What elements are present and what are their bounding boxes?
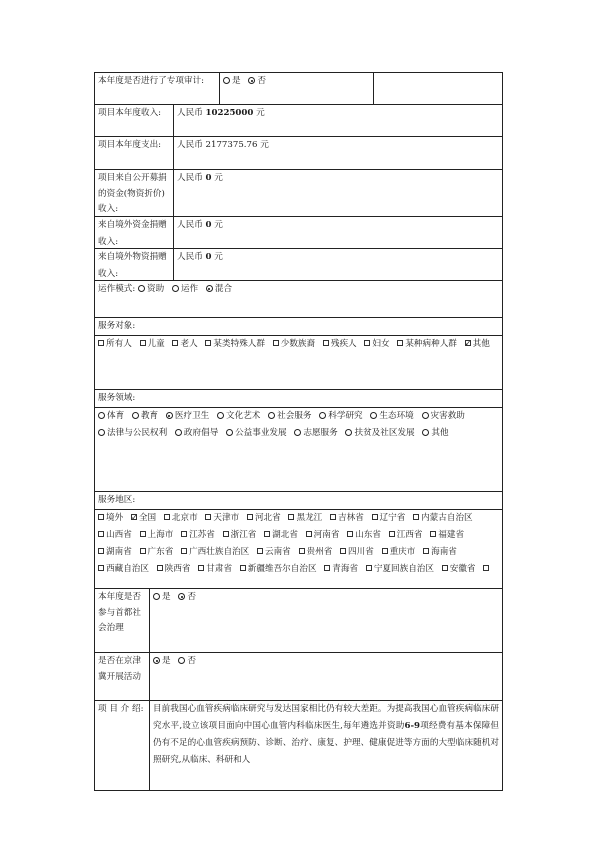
service-region-option-16[interactable]: 江西省: [389, 530, 423, 540]
service-region-option-1[interactable]: ✓ 全国: [131, 513, 156, 523]
income-value: 人民币 10225000 元: [177, 108, 265, 118]
special-audit-options: [220, 73, 374, 104]
service-target-option-7[interactable]: 某种病种人群: [397, 339, 457, 349]
service-field-row: [94, 390, 503, 492]
radio-icon: [217, 412, 224, 419]
service-field-option-13[interactable]: 其他: [422, 428, 448, 438]
service-field-option-11[interactable]: 志愿服务: [294, 428, 337, 438]
radio-icon: [422, 412, 429, 419]
service-region-option-23[interactable]: 四川省: [340, 547, 374, 557]
service-region-row: [94, 492, 503, 589]
service-region-option-6[interactable]: 吉林省: [330, 513, 364, 523]
capital-governance-row: [94, 589, 503, 653]
service-region-option-3[interactable]: 天津市: [205, 513, 239, 523]
checkbox-icon: [366, 565, 372, 571]
checkbox-icon: [423, 548, 429, 554]
capital-governance-label: 本年度是否参与首都社会治理: [95, 589, 150, 652]
service-target-option-2[interactable]: 老人: [172, 339, 197, 349]
service-target-option-3[interactable]: 某类特殊人群: [205, 339, 265, 349]
service-region-option-26[interactable]: 西藏自治区: [98, 564, 149, 574]
service-target-row: [94, 318, 503, 390]
radio-icon: [226, 429, 233, 436]
radio-icon: [268, 412, 275, 419]
service-region-option-8[interactable]: 内蒙古自治区: [413, 513, 473, 523]
public-fund-value: 人民币 0 元: [177, 173, 223, 183]
service-region-option-9[interactable]: 山西省: [98, 530, 132, 540]
checkbox-icon: [264, 531, 270, 537]
checkbox-checked-icon: [465, 340, 471, 346]
project-intro-row: [94, 701, 503, 791]
operation-mode-option-2[interactable]: 混合: [206, 284, 232, 294]
checkbox-icon: [323, 340, 329, 346]
radio-icon: [370, 412, 377, 419]
service-region-option-5[interactable]: 黑龙江: [288, 513, 322, 523]
income-label: 项目本年度收入:: [95, 105, 174, 136]
service-field-option-3[interactable]: 文化艺术: [217, 411, 260, 421]
service-region-option-4[interactable]: 河北省: [247, 513, 281, 523]
service-region-option-24[interactable]: 重庆市: [382, 547, 416, 557]
radio-icon: [345, 429, 352, 436]
foreign-fund-value: 人民币 0 元: [177, 220, 223, 230]
checkbox-icon: [288, 514, 294, 520]
capital-governance-no[interactable]: 否: [178, 592, 196, 602]
checkbox-icon: [324, 565, 330, 571]
checkbox-icon: [140, 548, 146, 554]
checkbox-icon: [98, 548, 104, 554]
checkbox-icon: [157, 565, 163, 571]
service-region-option-15[interactable]: 山东省: [347, 530, 381, 540]
checkbox-icon: [98, 340, 104, 346]
radio-icon: [422, 429, 429, 436]
checkbox-icon: [273, 340, 279, 346]
jingjinji-no[interactable]: 否: [178, 656, 196, 666]
radio-icon: [178, 657, 185, 664]
service-field-option-1[interactable]: 教育: [132, 411, 158, 421]
expense-row: [94, 137, 503, 170]
service-region-option-2[interactable]: 北京市: [164, 513, 198, 523]
service-region-option-0[interactable]: 境外: [98, 513, 123, 523]
radio-selected-icon: [153, 657, 160, 664]
service-target-option-8[interactable]: ✓ 其他: [465, 339, 490, 349]
checkbox-icon[interactable]: [483, 565, 489, 571]
service-field-option-12[interactable]: 扶贫及社区发展: [345, 428, 414, 438]
checkbox-icon: [340, 548, 346, 554]
checkbox-icon: [205, 514, 211, 520]
checkbox-icon: [198, 565, 204, 571]
public-fund-label: 项目来自公开募捐的资金(物资折价)收入:: [95, 170, 174, 216]
operation-mode-option-0[interactable]: 资助: [138, 284, 164, 294]
service-region-option-28[interactable]: 甘肃省: [198, 564, 232, 574]
checkbox-icon: [299, 548, 305, 554]
operation-mode-row: [94, 281, 503, 318]
jingjinji-yes[interactable]: 是: [153, 656, 171, 666]
jingjinji-row: [94, 653, 503, 701]
checkbox-icon: [98, 514, 104, 520]
radio-icon: [294, 429, 301, 436]
radio-selected-icon: [166, 412, 173, 419]
checkbox-icon: [223, 531, 229, 537]
checkbox-icon: [257, 548, 263, 554]
checkbox-icon: [240, 565, 246, 571]
service-target-option-1[interactable]: 儿童: [140, 339, 165, 349]
capital-governance-yes[interactable]: 是: [153, 592, 171, 602]
income-amount: 10225000: [205, 108, 254, 118]
service-target-cell: [95, 318, 502, 389]
service-region-option-20[interactable]: 广西壮族自治区: [181, 547, 249, 557]
jingjinji-label: 是否在京津冀开展活动: [95, 653, 150, 700]
service-target-option-6[interactable]: 妇女: [364, 339, 389, 349]
radio-selected-icon: [248, 77, 255, 84]
special-audit-no[interactable]: 否: [248, 76, 266, 86]
checkbox-icon: [347, 531, 353, 537]
radio-icon: [153, 593, 160, 600]
project-intro-label: 项 目 介 绍:: [95, 701, 150, 790]
checkbox-icon: [181, 548, 187, 554]
project-intro-text: 目前我国心血管疾病临床研究与发达国家相比仍有较大差距。为提高我国心血管疾病临床研究水平,设立该项目面向中国心血管内科临床医生,每年遴选并资助6-9项经费有基本保障但仍有不足的心血管疾病预防、诊断、治疗、康复、护理、健康促进等方面的大型临床随机对照研究,从临床、科研和人: [153, 704, 499, 765]
empty-cell: [374, 73, 502, 104]
service-region-option-14[interactable]: 河南省: [306, 530, 340, 540]
service-field-option-0[interactable]: 体育: [98, 411, 124, 421]
foreign-fund-label: 来自境外资金捐赠收入:: [95, 217, 174, 248]
foreign-goods-value: 人民币 0 元: [177, 252, 223, 262]
service-field-option-2[interactable]: 医疗卫生: [166, 411, 209, 421]
radio-icon: [132, 412, 139, 419]
service-region-label: 服务地区:: [95, 492, 502, 510]
service-region-option-19[interactable]: 广东省: [140, 547, 174, 557]
service-field-label: 服务领域:: [95, 390, 502, 408]
foreign-goods-label: 来自境外物资捐赠收入:: [95, 249, 174, 280]
checkbox-icon: [442, 565, 448, 571]
radio-icon: [319, 412, 326, 419]
service-region-option-12[interactable]: 浙江省: [223, 530, 257, 540]
service-region-option-10[interactable]: 上海市: [140, 530, 174, 540]
special-audit-yes[interactable]: 是: [223, 76, 241, 86]
service-region-option-31[interactable]: 宁夏回族自治区: [366, 564, 434, 574]
checkbox-icon: [413, 514, 419, 520]
service-target-options: [95, 336, 502, 353]
checkbox-icon: [430, 531, 436, 537]
radio-selected-icon: [206, 285, 213, 292]
checkbox-icon: [382, 548, 388, 554]
checkbox-icon: [140, 531, 146, 537]
operation-mode-cell: [95, 281, 502, 317]
service-region-cell: [95, 492, 502, 588]
checkbox-icon: [140, 340, 146, 346]
service-field-options: [95, 408, 502, 442]
service-region-option-27[interactable]: 陕西省: [157, 564, 191, 574]
service-region-option-17[interactable]: 福建省: [430, 530, 464, 540]
checkbox-icon: [98, 531, 104, 537]
radio-icon: [98, 412, 105, 419]
special-audit-label: 本年度是否进行了专项审计:: [95, 73, 220, 104]
service-field-option-9[interactable]: 政府倡导: [175, 428, 218, 438]
radio-icon: [98, 429, 105, 436]
checkbox-icon: [330, 514, 336, 520]
expense-amount: 2177375.76: [205, 140, 258, 150]
checkbox-icon: [247, 514, 253, 520]
service-region-option-25[interactable]: 海南省: [423, 547, 457, 557]
service-region-option-7[interactable]: 辽宁省: [372, 513, 406, 523]
service-region-option-29[interactable]: 新疆维吾尔自治区: [240, 564, 317, 574]
checkbox-icon: [389, 531, 395, 537]
checkbox-icon: [372, 514, 378, 520]
expense-label: 项目本年度支出:: [95, 137, 174, 169]
service-target-label: 服务对象:: [95, 318, 502, 336]
checkbox-icon: [98, 565, 104, 571]
operation-mode-label: 运作模式:: [98, 284, 136, 294]
service-region-option-18[interactable]: 湖南省: [98, 547, 132, 557]
service-region-option-11[interactable]: 江苏省: [181, 530, 215, 540]
foreign-fund-row: [94, 217, 503, 249]
service-region-option-13[interactable]: 湖北省: [264, 530, 298, 540]
service-field-option-6[interactable]: 生态环境: [370, 411, 413, 421]
radio-selected-icon: [178, 593, 185, 600]
service-field-cell: [95, 390, 502, 491]
service-field-option-8[interactable]: 法律与公民权利: [98, 428, 167, 438]
operation-mode-option-1[interactable]: 运作: [172, 284, 198, 294]
checkbox-icon: [205, 340, 211, 346]
radio-icon: [172, 285, 179, 292]
service-target-option-4[interactable]: 少数族裔: [273, 339, 315, 349]
service-target-option-0[interactable]: 所有人: [98, 339, 132, 349]
radio-icon: [223, 77, 230, 84]
service-field-option-7[interactable]: 灾害救助: [422, 411, 465, 421]
service-region-option-21[interactable]: 云南省: [257, 547, 291, 557]
jingjinji-options: [150, 653, 502, 700]
expense-value: 人民币 2177375.76 元: [177, 140, 269, 150]
service-region-option-32[interactable]: 安徽省: [442, 564, 476, 574]
radio-icon: [138, 285, 145, 292]
public-fund-row: [94, 170, 503, 217]
service-field-option-5[interactable]: 科学研究: [319, 411, 362, 421]
capital-governance-options: [150, 589, 502, 652]
report-form: [94, 72, 503, 791]
checkbox-checked-icon: [131, 514, 137, 520]
service-region-option-22[interactable]: 贵州省: [299, 547, 333, 557]
service-target-option-5[interactable]: 残疾人: [323, 339, 357, 349]
radio-icon: [175, 429, 182, 436]
service-region-option-30[interactable]: 青海省: [324, 564, 358, 574]
checkbox-icon: [181, 531, 187, 537]
special-audit-row: [94, 72, 503, 105]
income-row: [94, 105, 503, 137]
foreign-goods-row: [94, 249, 503, 281]
checkbox-icon: [172, 340, 178, 346]
service-field-option-4[interactable]: 社会服务: [268, 411, 311, 421]
checkbox-icon: [306, 531, 312, 537]
service-region-options: [95, 510, 502, 578]
checkbox-icon: [364, 340, 370, 346]
checkbox-icon: [397, 340, 403, 346]
service-field-option-10[interactable]: 公益事业发展: [226, 428, 287, 438]
checkbox-icon: [164, 514, 170, 520]
